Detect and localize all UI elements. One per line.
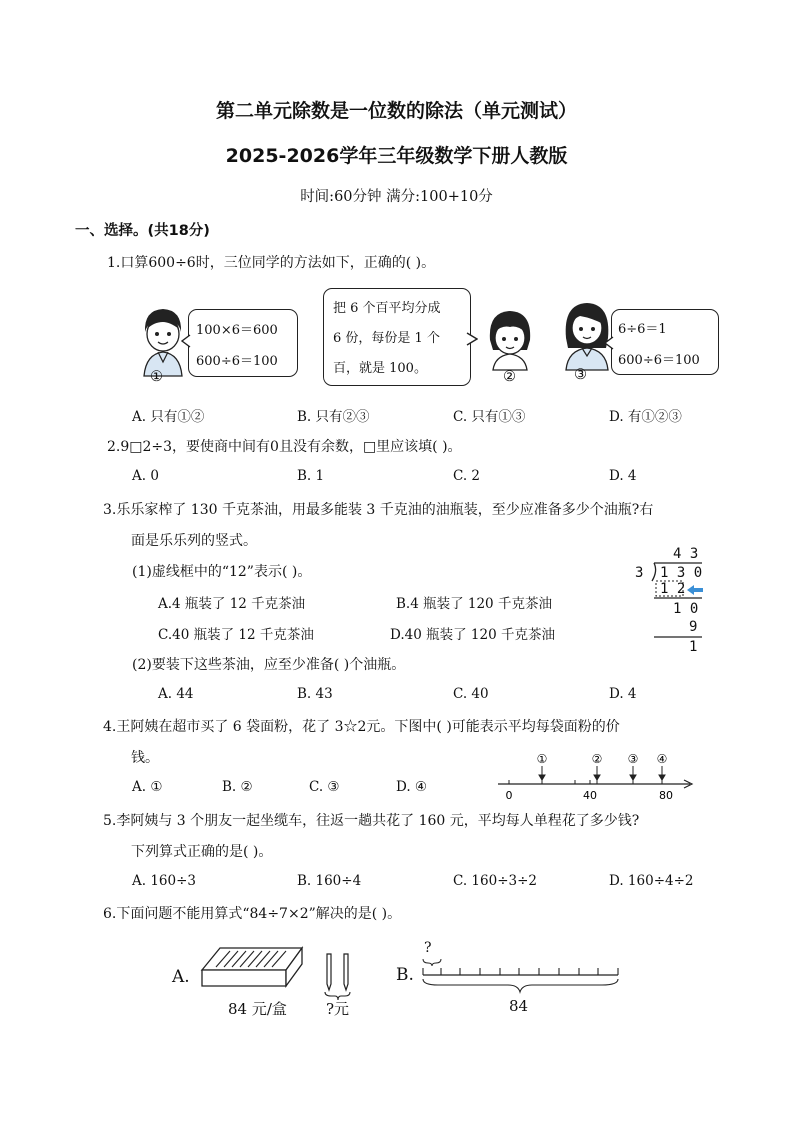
q3-sub2-option-d[interactable]: D. 4 — [609, 686, 637, 702]
q4-option-d[interactable]: D. ④ — [396, 779, 428, 795]
q3-sub2-option-b[interactable]: B. 43 — [297, 686, 333, 702]
q3-sub1-option-d[interactable]: D.40 瓶装了 120 千克茶油 — [390, 627, 555, 643]
bubble3-tail — [604, 336, 614, 350]
q3-sub1-option-a[interactable]: A.4 瓶装了 12 千克茶油 — [158, 596, 306, 612]
student2-girl-illustration — [483, 306, 537, 372]
student3-line2: 600÷6＝100 — [618, 353, 700, 368]
page-subtitle: 2025-2026学年三年级数学下册人教版 — [225, 145, 568, 167]
q3-sub1: (1)虚线框中的“12”表示( )。 — [132, 564, 312, 580]
division-step1-boxed: 1 2 — [660, 581, 686, 597]
student1-number: ① — [150, 369, 163, 385]
q2-option-a[interactable]: A. 0 — [132, 468, 159, 484]
q2-option-b[interactable]: B. 1 — [297, 468, 325, 484]
numberline-label-40: 40 — [583, 789, 597, 802]
page-title: 第二单元除数是一位数的除法（单元测试） — [215, 100, 577, 122]
pen-price-question: ?元 — [326, 1000, 350, 1018]
pen-box-price: 84 元/盒 — [228, 1000, 287, 1018]
q6-option-b-label[interactable]: B. — [396, 965, 414, 985]
segment-diagram — [418, 955, 624, 1003]
q5-stem-line2: 下列算式正确的是( )。 — [131, 844, 273, 860]
bubble2-tail — [466, 332, 478, 346]
student3-line1: 6÷6＝1 — [618, 322, 667, 337]
q5-option-b[interactable]: B. 160÷4 — [297, 873, 362, 889]
numberline-marker-4: ④ — [656, 752, 668, 766]
q5-option-a[interactable]: A. 160÷3 — [132, 873, 196, 889]
q1-option-b[interactable]: B. 只有②③ — [297, 409, 370, 425]
q3-sub1-option-b[interactable]: B.4 瓶装了 120 千克茶油 — [396, 596, 552, 612]
q1-option-d[interactable]: D. 有①②③ — [609, 409, 682, 425]
two-pens-illustration — [318, 950, 358, 1002]
q1-stem: 1.口算600÷6时，三位同学的方法如下，正确的( )。 — [107, 255, 436, 271]
q3-sub2-option-a[interactable]: A. 44 — [158, 686, 194, 702]
student3-number: ③ — [574, 367, 587, 383]
q1-option-c[interactable]: C. 只有①③ — [453, 409, 526, 425]
student2-number: ② — [503, 369, 516, 385]
student2-line1: 把 6 个百平均分成 — [333, 301, 441, 316]
q3-sub2-option-c[interactable]: C. 40 — [453, 686, 489, 702]
bubble1-tail — [181, 334, 191, 348]
q3-sub2: (2)要装下这些茶油，应至少准备( )个油瓶。 — [132, 657, 406, 673]
segment-total: 84 — [509, 997, 529, 1015]
segment-question-mark: ? — [424, 940, 432, 956]
q3-stem-line2: 面是乐乐列的竖式。 — [131, 533, 257, 549]
q6-option-a-label[interactable]: A. — [172, 967, 190, 987]
q4-stem-line2: 钱。 — [131, 750, 159, 766]
division-step2: 9 — [689, 619, 698, 635]
q4-number-line — [494, 750, 694, 802]
exam-meta: 时间:60分钟 满分:100+10分 — [300, 189, 493, 205]
numberline-marker-3: ③ — [627, 752, 639, 766]
section-heading: 一、选择。(共18分) — [75, 223, 210, 239]
division-quotient: 4 3 — [673, 546, 699, 562]
q2-option-d[interactable]: D. 4 — [609, 468, 637, 484]
numberline-label-0: 0 — [505, 789, 513, 802]
student2-line2: 6 份，每份是 1 个 — [333, 331, 440, 346]
q5-option-d[interactable]: D. 160÷4÷2 — [609, 873, 694, 889]
numberline-marker-2: ② — [591, 752, 603, 766]
division-dividend: 1 3 0 — [660, 565, 703, 581]
arrow-left-icon — [686, 584, 704, 596]
student1-line1: 100×6＝600 — [196, 323, 278, 338]
q4-option-c[interactable]: C. ③ — [309, 779, 340, 795]
pen-box-illustration — [198, 940, 306, 996]
division-remainder1: 1 0 — [673, 601, 699, 617]
q4-stem-line1: 4.王阿姨在超市买了 6 袋面粉，花了 3☆2元。下图中( )可能表示平均每袋面粉的价 — [103, 719, 620, 735]
q3-stem-line1: 3.乐乐家榨了 130 千克茶油，用最多能装 3 千克油的油瓶装，至少应准备多少个油瓶?右 — [103, 502, 654, 518]
q3-sub1-option-c[interactable]: C.40 瓶装了 12 千克茶油 — [158, 627, 314, 643]
q4-option-a[interactable]: A. ① — [132, 779, 163, 795]
student3-girl-illustration — [560, 298, 614, 372]
q4-option-b[interactable]: B. ② — [222, 779, 253, 795]
division-remainder2: 1 — [689, 639, 698, 655]
division-divisor: 3 — [635, 565, 644, 581]
q6-stem: 6.下面问题不能用算式“84÷7×2”解决的是( )。 — [103, 906, 402, 922]
q2-stem: 2.9□2÷3，要使商中间有0且没有余数，□里应该填( )。 — [107, 439, 462, 455]
numberline-label-80: 80 — [659, 789, 673, 802]
numberline-marker-1: ① — [536, 752, 548, 766]
q5-stem-line1: 5.李阿姨与 3 个朋友一起坐缆车，往返一趟共花了 160 元，平均每人单程花了多少钱? — [103, 813, 640, 829]
student1-line2: 600÷6＝100 — [196, 354, 278, 369]
q5-option-c[interactable]: C. 160÷3÷2 — [453, 873, 537, 889]
q2-option-c[interactable]: C. 2 — [453, 468, 481, 484]
student2-line3: 百，就是 100。 — [333, 361, 427, 376]
q1-option-a[interactable]: A. 只有①② — [132, 409, 205, 425]
